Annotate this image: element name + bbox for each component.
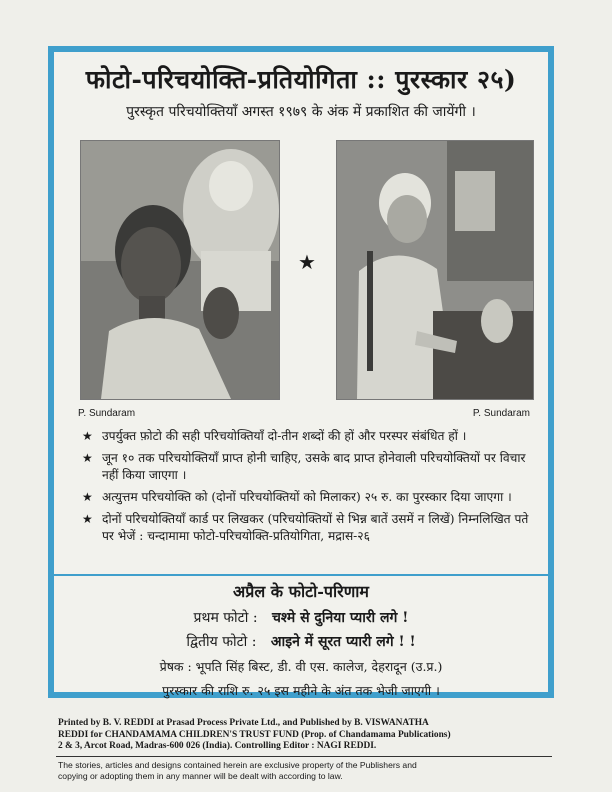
imprint-line: REDDI for CHANDAMAMA CHILDREN'S TRUST FUND (Prop. of Chandamama Publications)	[58, 729, 451, 740]
result-second-label: द्वितीय फोटो :	[186, 634, 257, 650]
result-first-label: प्रथम फोटो :	[193, 610, 258, 626]
page-subtitle: पुरस्कृत परिचयोक्तियाँ अगस्त १९७९ के अंक में प्रकाशित की जायेंगी ।	[126, 104, 476, 120]
rule-item	[82, 428, 542, 445]
photo-man-illustration	[337, 141, 533, 399]
photo-man-at-shrine	[336, 140, 534, 400]
rule-text: दोनों परिचयोक्तियाँ कार्ड पर लिखकर (परिचयोक्तियों से भिन्न बातें उसमें न लिखें) निम्नलिखित पते पर भेजें : चन्दामामा फोटो-परिचयोक्ति-प्रतियोगिता, मद्रास-२६	[102, 512, 529, 543]
result-second-value: आइने में सूरत प्यारी लगे ! !	[270, 634, 416, 650]
imprint-line: 2 & 3, Arcot Road, Madras-600 026 (India). Controlling Editor : NAGI REDDI.	[58, 741, 377, 751]
photo-left-caption: P. Sundaram	[78, 408, 136, 419]
star-bullet-icon: ★	[82, 429, 93, 443]
star-bullet-icon: ★	[82, 490, 93, 504]
result-second	[54, 632, 548, 651]
contest-frame	[48, 46, 554, 698]
rule-text: जून १० तक परिचयोक्तियाँ प्राप्त होनी चाहिए, उसके बाद प्राप्त होनेवाली परिचयोक्तियों पर विचार नहीं किया जाएगा ।	[102, 451, 526, 482]
rule-item	[82, 489, 542, 506]
publisher-imprint	[58, 718, 558, 753]
result-first	[54, 608, 548, 627]
contest-rules	[82, 428, 542, 550]
photo-boy-illustration	[81, 141, 279, 399]
rule-item	[82, 511, 542, 545]
rule-text: उपर्युक्त फ़ोटो की सही परिचयोक्तियाँ दो-तीन शब्दों की हों और परस्पर संबंधित हों ।	[102, 429, 467, 443]
notice-line: copying or adopting them in any manner will be dealt with according to law.	[58, 771, 343, 781]
footer-divider	[56, 756, 552, 757]
page-title: फोटो-परिचयोक्ति-प्रतियोगिता :: पुरस्कार २५)	[85, 65, 517, 94]
imprint-line: Printed by B. V. REDDI at Prasad Process Private Ltd., and Published by B. VISWANATHA	[58, 718, 429, 728]
star-bullet-icon: ★	[82, 451, 93, 465]
rule-item	[82, 450, 542, 484]
rule-text: अत्युत्तम परिचयोक्ति को (दोनों परिचयोक्तियों को मिलाकर) २५ रु. का पुरस्कार दिया जाएगा ।	[102, 490, 512, 504]
result-sender: प्रेषक : भूपति सिंह बिस्ट, डी. वी एस. कालेज, देहरादून (उ.प्र.)	[159, 659, 443, 674]
photo-boy-with-idol	[80, 140, 280, 400]
section-divider	[54, 574, 548, 576]
result-prize-note: पुरस्कार की राशि रु. २५ इस महीने के अंत तक भेजी जाएगी ।	[162, 683, 440, 698]
copyright-notice	[58, 760, 554, 782]
photo-right-caption: P. Sundaram	[472, 408, 530, 419]
notice-line: The stories, articles and designs contained herein are exclusive property of the Publishers and	[58, 760, 417, 770]
results-title: अप्रैल के फोटो-परिणाम	[233, 582, 369, 601]
star-bullet-icon: ★	[82, 512, 93, 526]
star-icon: ★	[298, 250, 316, 274]
result-first-value: चश्मे से दुनिया प्यारी लगे !	[272, 610, 409, 626]
